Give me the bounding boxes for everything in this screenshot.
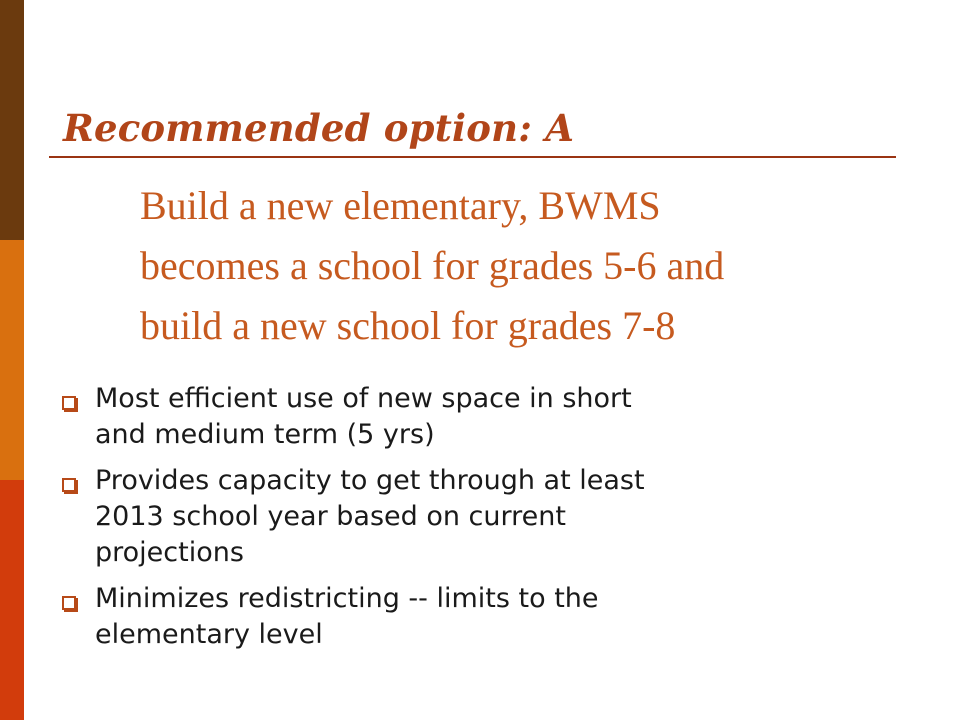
bullet-text-line: and medium term (5 yrs) [95,419,435,450]
slide-subtitle [140,176,930,356]
title-underline-row [49,104,896,158]
bullet-text-line: Most efficient use of new space in short [95,383,632,414]
bullet-item [62,463,922,571]
bullet-item [62,381,922,453]
bullet-text-line: Provides capacity to get through at least [95,465,645,496]
square-bullet-icon [62,396,76,410]
side-bar-top-segment [0,0,24,240]
square-bullet-icon [62,596,76,610]
decorative-side-bar [0,0,24,720]
bullet-text-line: elementary level [95,619,323,650]
subtitle-line: Build a new elementary, BWMS [140,183,661,228]
square-bullet-icon [62,478,76,492]
subtitle-line: becomes a school for grades 5-6 and [140,243,725,288]
bullet-text-line: Minimizes redistricting -- limits to the [95,583,599,614]
bullet-text-line: 2013 school year based on current [95,501,566,532]
bullet-text-line: projections [95,537,244,568]
slide-title-block [49,104,899,158]
bullet-item [62,581,922,653]
side-bar-bottom-segment [0,480,24,720]
bullet-list [62,381,922,663]
subtitle-line: build a new school for grades 7-8 [140,303,676,348]
slide-title: Recommended option: A [63,106,575,150]
side-bar-middle-segment [0,240,24,480]
